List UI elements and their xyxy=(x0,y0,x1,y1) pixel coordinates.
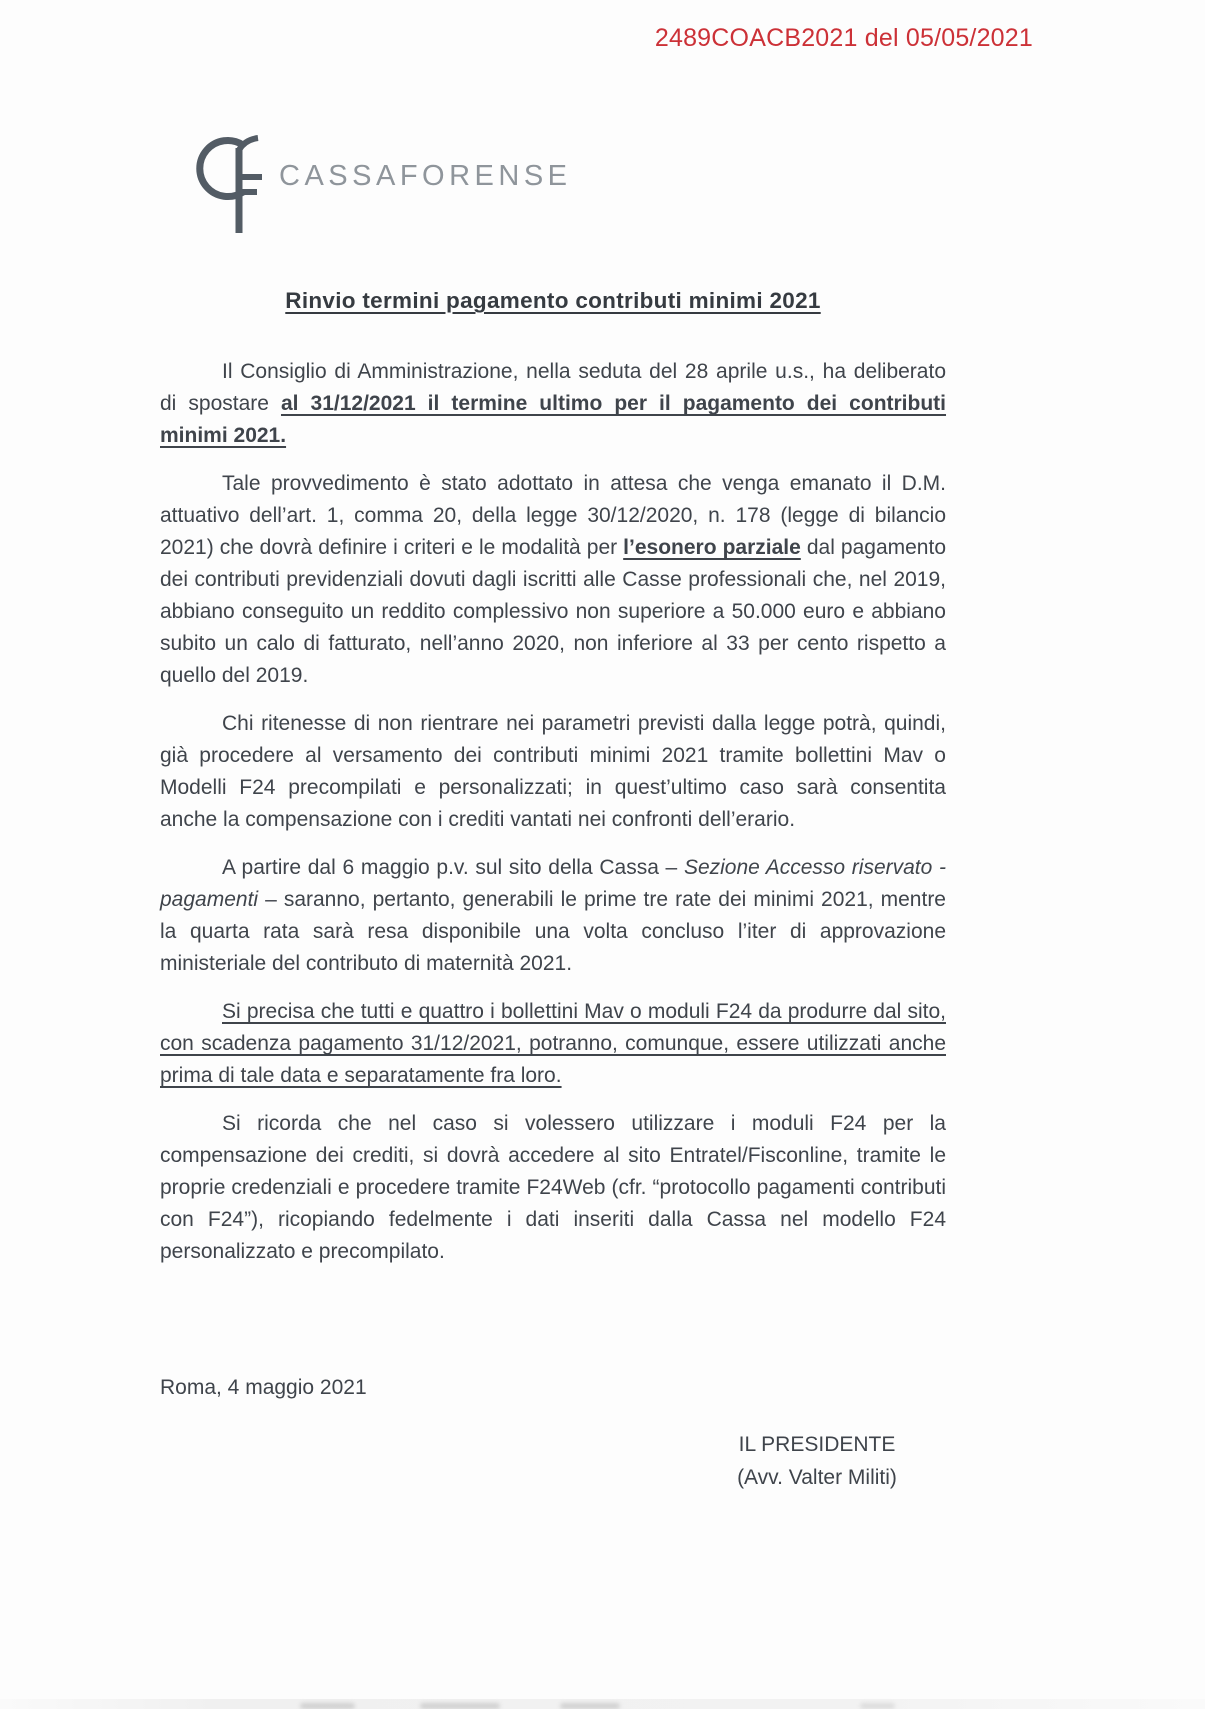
paragraph-2-text: Tale provvedimento è stato adottato in attesa che venga emanato il D.M. attuativo dell’art. 1, comma 20, della legge 30/12/2020, n. 178 (legge di bilancio 2021) che dovrà definire i criteri e le modalità per xyxy=(160,472,946,559)
paragraph-4-text-cont: – saranno, pertanto, generabili le prime tre rate dei minimi 2021, mentre la quarta rata sarà resa disponibile una volta concluso l’iter di approvazione ministeriale del contributo di maternità 2021. xyxy=(160,888,946,975)
paragraph-5-underlined xyxy=(160,996,946,1092)
paragraph-1-text: Il Consiglio di Amministrazione, nella seduta del 28 aprile u.s., ha deliberato di spostare xyxy=(160,360,946,415)
protocol-reference: 2489COACB2021 del 05/05/2021 xyxy=(654,24,1033,52)
scan-artifact-bottom-edge xyxy=(0,1699,1205,1709)
document-title: Rinvio termini pagamento contributi minimi 2021 xyxy=(285,288,821,313)
scan-smudge xyxy=(420,1703,500,1709)
signature-role: IL PRESIDENTE xyxy=(738,1433,896,1456)
paragraph-2-text-cont: dal pagamento dei contributi previdenziali dovuti dagli iscritti alle Casse professionali che, nel 2019, abbiano conseguito un reddito complessivo non superiore a 50.000 euro e abbiano subito un calo di fatturato, nell’anno 2020, non inferiore al 33 per cento rispetto a quello del 2019. xyxy=(160,536,946,687)
scan-smudge xyxy=(860,1703,895,1709)
paragraph-5-text: Si precisa che tutti e quattro i bollettini Mav o moduli F24 da produrre dal sito, con scadenza pagamento 31/12/2021, potranno, comunque, essere utilizzati anche prima di tale data e separatamente fra loro. xyxy=(160,1000,946,1087)
cf-monogram-icon xyxy=(193,134,269,236)
scan-smudge xyxy=(300,1703,355,1709)
paragraph-3-text: Chi ritenesse di non rientrare nei parametri previsti dalla legge potrà, quindi, già procedere al versamento dei contributi minimi 2021 tramite bollettini Mav o Modelli F24 precompilati e personalizzati; in quest’ultimo caso sarà consentita anche la compensazione con i crediti vantati nei confronti dell’erario. xyxy=(160,712,946,831)
paragraph-4-text: A partire dal 6 maggio p.v. sul sito della Cassa – xyxy=(222,856,684,879)
scan-smudge xyxy=(560,1703,620,1709)
paragraph-4-italic-site-section: Sezione Accesso riservato - pagamenti xyxy=(160,856,947,911)
paragraph-3 xyxy=(160,708,946,836)
paragraph-6 xyxy=(160,1108,946,1268)
paragraph-2 xyxy=(160,468,946,692)
paragraph-1-bold-deadline: al 31/12/2021 il termine ultimo per il pagamento dei contributi minimi 2021. xyxy=(160,392,947,447)
cassa-forense-logo xyxy=(193,134,572,236)
logo-wordmark: CASSAFORENSE xyxy=(279,160,572,192)
paragraph-6-text: Si ricorda che nel caso si volessero utilizzare i moduli F24 per la compensazione dei crediti, si dovrà accedere al sito Entratel/Fisconline, tramite le proprie credenziali e procedere tramite F24Web (cfr. “protocollo pagamenti contributi con F24”), ricopiando fedelmente i dati inseriti dalla Cassa nel modello F24 personalizzato e precompilato. xyxy=(160,1112,946,1263)
date-line: Roma, 4 maggio 2021 xyxy=(160,1376,367,1399)
paragraph-2-bold-esonero: l’esonero parziale xyxy=(623,536,801,559)
letter-body xyxy=(160,288,946,1494)
paragraph-4 xyxy=(160,852,946,980)
signature-block xyxy=(688,1428,946,1494)
paragraph-1 xyxy=(160,356,946,452)
signature-name: (Avv. Valter Militi) xyxy=(737,1466,897,1489)
